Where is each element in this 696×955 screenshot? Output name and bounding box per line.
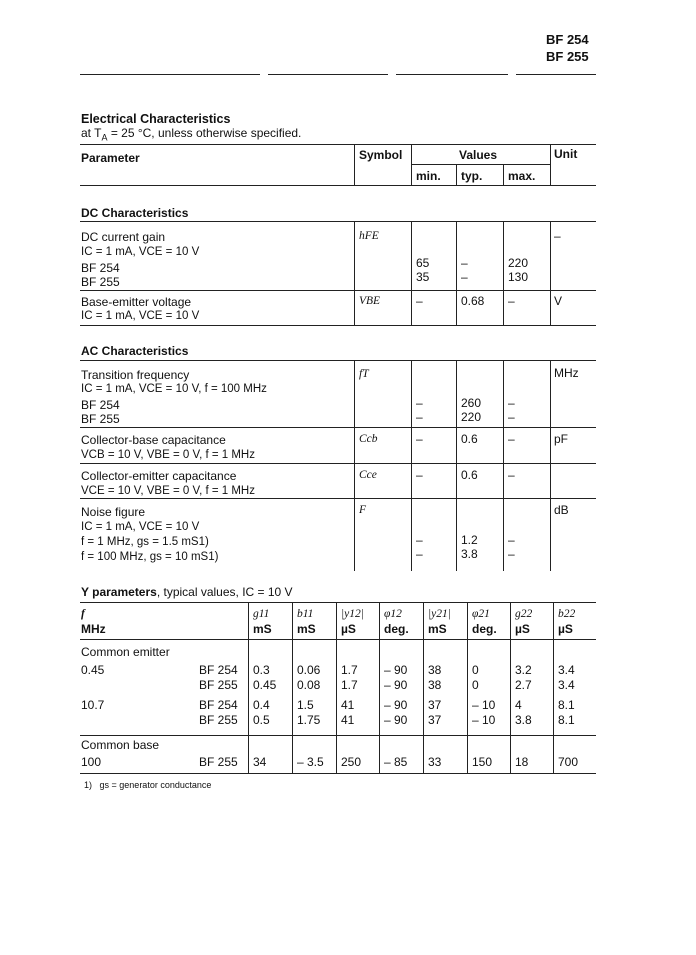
table-cell: 8.1: [558, 713, 575, 727]
table-cell: 0: [472, 663, 479, 677]
table-cell: – 85: [384, 755, 408, 769]
col-unit: Unit: [554, 147, 578, 161]
table-cell: BF 255: [199, 713, 238, 727]
table-cell: 100: [81, 755, 102, 769]
y-parameters-title: Y parameters, typical values, IC = 10 V: [81, 585, 293, 599]
table-cell: 38: [428, 678, 442, 692]
table-cell: 3.2: [515, 663, 532, 677]
section-subtitle: at $T_A = 25$ °C, unless otherwise specified.: [81, 126, 302, 143]
table-cell: 1.7: [341, 678, 358, 692]
table-cell: BF 255: [199, 678, 238, 692]
table-cell: 1.7: [341, 663, 358, 677]
table-cell: 37: [428, 713, 442, 727]
dc-title: DC Characteristics: [81, 206, 189, 220]
table-cell: 0.08: [297, 678, 321, 692]
col-max: max.: [508, 169, 536, 183]
table-cell: 8.1: [558, 698, 575, 712]
group-common-base: Common base: [81, 738, 160, 752]
table-cell: 41: [341, 698, 355, 712]
table-cell: BF 254: [199, 698, 238, 712]
table-cell: BF 255: [199, 755, 238, 769]
table-cell: 0.06: [297, 663, 321, 677]
col-min: min.: [416, 169, 441, 183]
table-cell: 2.7: [515, 678, 532, 692]
col-values: Values: [459, 148, 498, 162]
table-cell: 10.7: [81, 698, 105, 712]
table-cell: 700: [558, 755, 579, 769]
table-cell: 18: [515, 755, 529, 769]
table-cell: 0.5: [253, 713, 270, 727]
table-cell: 3.4: [558, 678, 575, 692]
ac-title: AC Characteristics: [81, 344, 189, 358]
table-cell: 38: [428, 663, 442, 677]
table-cell: 0: [472, 678, 479, 692]
table-cell: 34: [253, 755, 267, 769]
table-cell: 33: [428, 755, 442, 769]
table-cell: – 10: [472, 698, 496, 712]
table-cell: BF 254: [199, 663, 238, 677]
table-cell: 37: [428, 698, 442, 712]
table-cell: 0.4: [253, 698, 270, 712]
col-symbol: Symbol: [359, 148, 403, 162]
part-number-1: BF 254: [546, 32, 589, 47]
table-cell: – 90: [384, 713, 408, 727]
table-cell: – 90: [384, 698, 408, 712]
table-cell: 4: [515, 698, 522, 712]
col-typ: typ.: [461, 169, 483, 183]
table-cell: 1.5: [297, 698, 314, 712]
table-cell: 250: [341, 755, 362, 769]
col-parameter: Parameter: [81, 151, 140, 165]
table-cell: – 3.5: [297, 755, 324, 769]
table-cell: 41: [341, 713, 355, 727]
section-title: Electrical Characteristics: [81, 112, 231, 126]
table-cell: – 90: [384, 663, 408, 677]
footnote: 1) gs = generator conductance: [84, 780, 212, 790]
table-cell: 0.45: [253, 678, 277, 692]
table-cell: – 90: [384, 678, 408, 692]
table-cell: – 10: [472, 713, 496, 727]
part-number-2: BF 255: [546, 49, 589, 64]
table-cell: 3.4: [558, 663, 575, 677]
table-cell: 3.8: [515, 713, 532, 727]
table-cell: 0.3: [253, 663, 270, 677]
group-common-emitter: Common emitter: [81, 645, 170, 659]
table-cell: 150: [472, 755, 493, 769]
table-cell: 1.75: [297, 713, 321, 727]
table-cell: 0.45: [81, 663, 105, 677]
